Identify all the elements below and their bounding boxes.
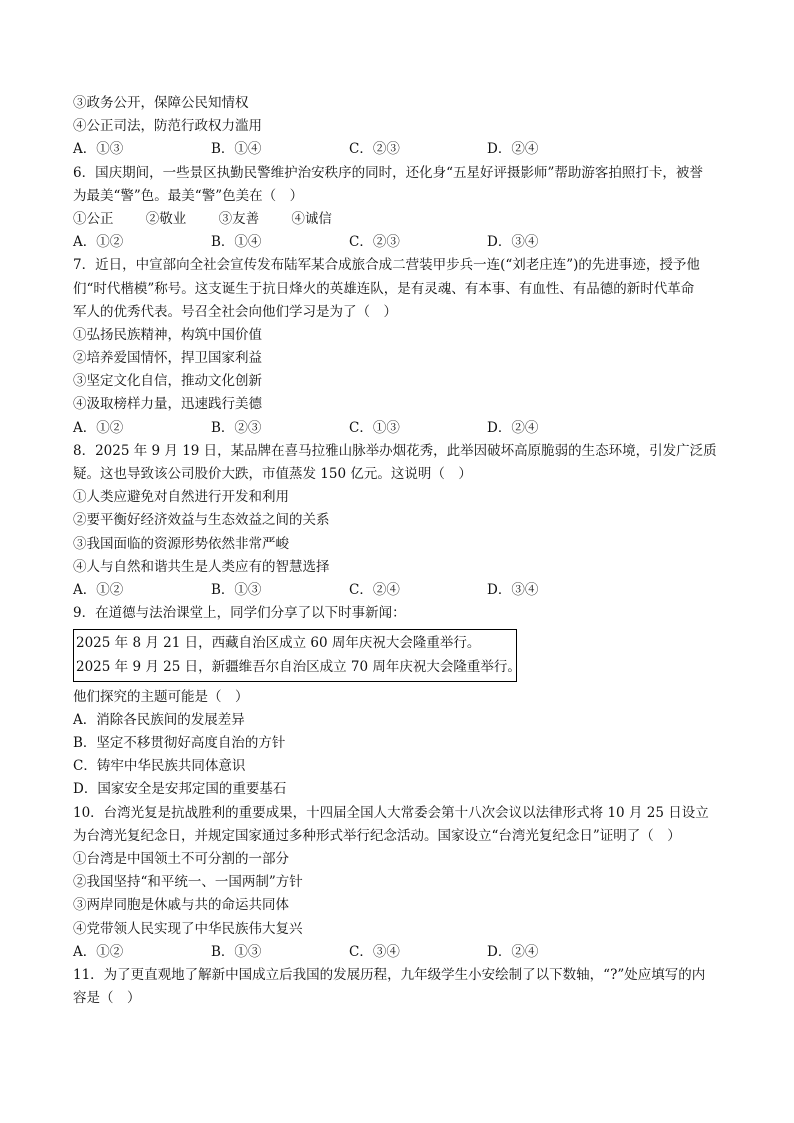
q6-option-a: A．①② <box>73 234 124 251</box>
q7-options <box>73 417 723 440</box>
q5-option-c: C．②③ <box>349 141 400 158</box>
q9-choice-b: B．坚定不移贯彻好高度自治的方针 <box>73 735 286 752</box>
q6-stem: 6．国庆期间，一些景区执勤民警维护治安秩序的同时，还化身“五星好评摄影师”帮助游客拍照打卡，被誉 <box>73 164 703 181</box>
q5-options <box>73 138 723 161</box>
q10-option-c: C．③④ <box>349 943 400 960</box>
q6-stem: 为最美“警”色。最美“警”色美在（ ） <box>73 187 304 204</box>
q10-statement: ①台湾是中国领土不可分割的一部分 <box>73 851 289 867</box>
q9-news-item: 2025 年 8 月 21 日，西藏自治区成立 60 周年庆祝大会隆重举行。 <box>76 635 481 652</box>
q5-option-d: D．②④ <box>487 141 539 158</box>
q7-statement: ③坚定文化自信，推动文化创新 <box>73 373 262 390</box>
q8-option-a: A．①② <box>73 581 124 598</box>
q8-stem: 疑。这也导致该公司股价大跌，市值蒸发 150 亿元。这说明（ ） <box>73 466 472 482</box>
q9-choice-a: A．消除各民族间的发展差异 <box>73 711 245 728</box>
q10-option-b: B．①③ <box>211 943 262 960</box>
q8-statement: ①人类应避免对自然进行开发和利用 <box>73 489 289 506</box>
q7-option-c: C．①③ <box>349 419 400 436</box>
q7-statement: ④汲取榜样力量，迅速践行美德 <box>73 396 262 413</box>
q9-choice-d: D．国家安全是安邦定国的重要基石 <box>73 781 287 798</box>
q8-option-d: D．③④ <box>487 581 539 598</box>
q7-statement: ②培养爱国情怀，捍卫国家利益 <box>73 350 262 367</box>
q8-statement: ③我国面临的资源形势依然非常严峻 <box>73 535 289 552</box>
q10-stem: 10．台湾光复是抗战胜利的重要成果，十四届全国人大常委会第十八次会议以法律形式将 10 月 25 日设立 <box>73 804 709 821</box>
q8-statement: ④人与自然和谐共生是人类应有的智慧选择 <box>73 558 330 575</box>
q7-stem: 们“时代楷模”称号。这支诞生于抗日烽火的英雄连队，是有灵魂、有本事、有血性、有品德的新时代革命 <box>73 280 695 297</box>
exam-page <box>73 92 723 1010</box>
q9-choice-c: C．铸牢中华民族共同体意识 <box>73 758 246 775</box>
q7-stem: 军人的优秀代表。号召全社会向他们学习是为了（ ） <box>73 303 397 320</box>
q6-option-d: D．③④ <box>487 234 539 251</box>
q9-news-box <box>73 629 521 681</box>
q10-statement: ④党带领人民实现了中华民族伟大复兴 <box>73 920 303 937</box>
q6-options <box>73 231 723 254</box>
q5-option-b: B．①④ <box>211 141 262 158</box>
q11-stem: 11．为了更直观地了解新中国成立后我国的发展历程，九年级学生小安绘制了以下数轴，“?”处应填写的内 <box>73 966 706 983</box>
q7-option-a: A．①② <box>73 419 124 436</box>
q7-stem: 7．近日，中宣部向全社会宣传发布陆军某合成旅合成二营装甲步兵一连(“刘老庄连”)的先进事迹，授予他 <box>73 257 700 274</box>
q5-option-a: A．①③ <box>73 141 124 158</box>
q10-option-a: A．①② <box>73 943 124 960</box>
q6-statement: ③友善 <box>218 210 260 227</box>
q8-option-c: C．②④ <box>349 581 400 598</box>
q8-stem: 8．2025 年 9 月 19 日，某品牌在喜马拉雅山脉举办烟花秀，此举因破坏高原脆弱的生态环境，引发广泛质 <box>73 442 717 459</box>
q10-stem: 为台湾光复纪念日，并规定国家通过多种形式举行纪念活动。国家设立“台湾光复纪念日”证明了（ ） <box>73 827 681 844</box>
q10-options <box>73 941 723 964</box>
q10-statement: ③两岸同胞是休戚与共的命运共同体 <box>73 897 289 914</box>
q8-options <box>73 579 723 602</box>
q9-news-item: 2025 年 9 月 25 日，新疆维吾尔自治区成立 70 周年庆祝大会隆重举行。 <box>76 658 521 675</box>
q10-option-d: D．②④ <box>487 943 539 960</box>
q11-stem: 容是（ ） <box>73 990 141 1007</box>
q5-statement: ④公正司法，防范行政权力滥用 <box>73 118 262 135</box>
q10-statement: ②我国坚持“和平统一、一国两制”方针 <box>73 874 303 891</box>
q8-option-b: B．①③ <box>211 581 262 598</box>
q7-statement: ①弘扬民族精神，构筑中国价值 <box>73 326 262 343</box>
q6-statement: ①公正 <box>73 210 114 227</box>
q6-statement: ④诚信 <box>291 210 332 227</box>
q5-statement: ③政务公开，保障公民知情权 <box>73 95 249 111</box>
q6-statements <box>73 208 723 231</box>
q6-option-b: B．①④ <box>211 234 262 251</box>
q6-option-c: C．②③ <box>349 234 400 251</box>
q7-option-b: B．②③ <box>211 419 262 436</box>
q6-statement: ②敬业 <box>145 210 187 227</box>
q8-statement: ②要平衡好经济效益与生态效益之间的关系 <box>73 512 330 529</box>
q7-option-d: D．②④ <box>487 419 539 436</box>
q9-question: 他们探究的主题可能是（ ） <box>73 688 249 705</box>
q9-stem: 9．在道德与法治课堂上，同学们分享了以下时事新闻： <box>73 605 406 622</box>
